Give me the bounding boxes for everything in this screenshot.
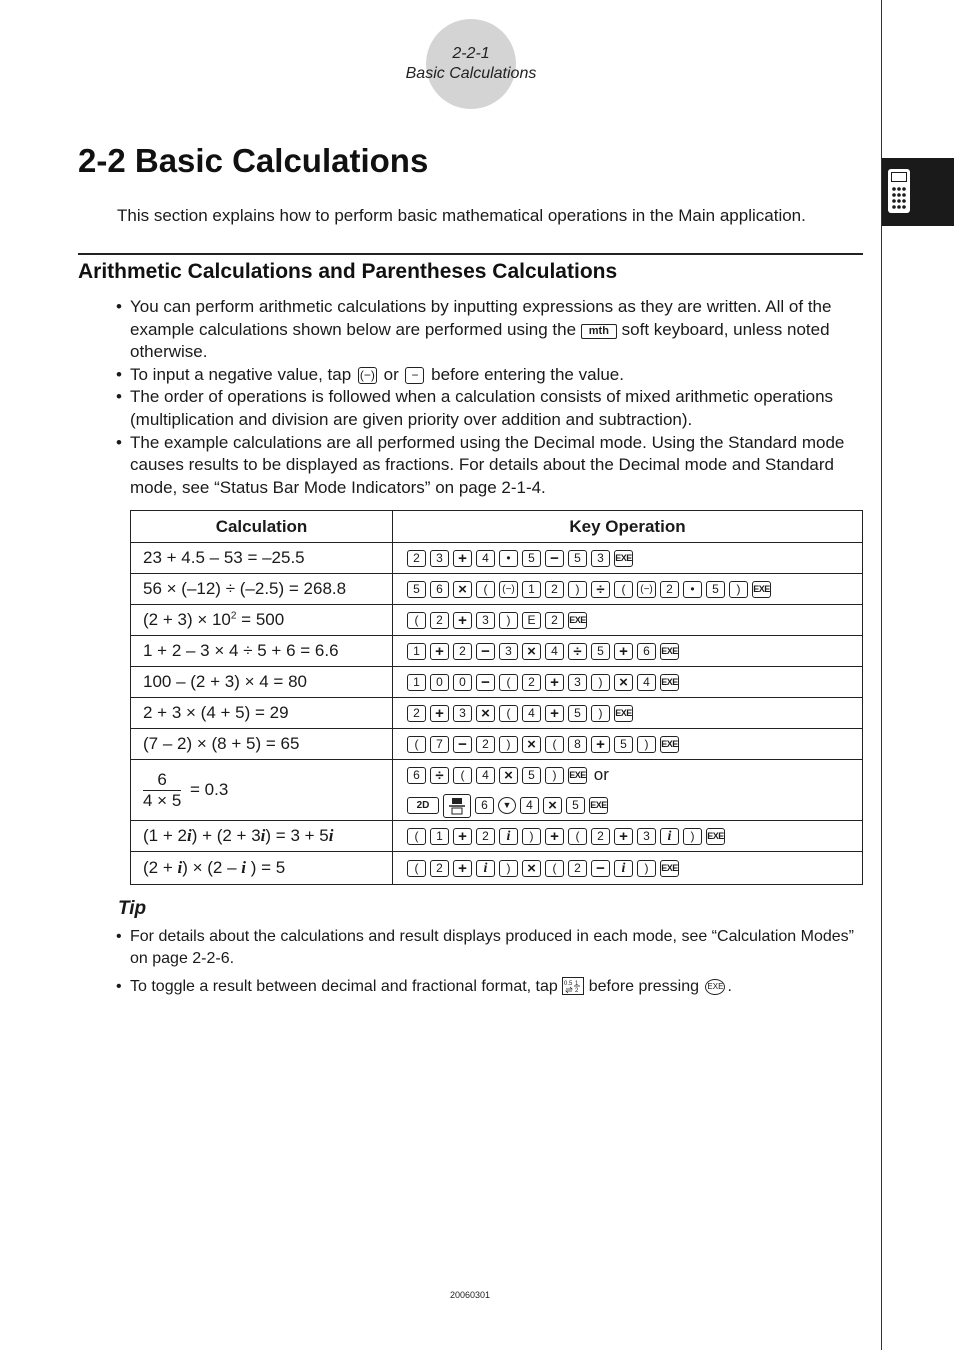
digit-7-key-icon: 7 — [430, 736, 449, 753]
digit-3-key-icon: 3 — [568, 674, 587, 691]
exponent-key-icon: E — [522, 612, 541, 629]
key-cell — [393, 636, 863, 667]
key-cell — [393, 760, 863, 821]
plus-key-icon: + — [453, 860, 472, 877]
mth-key-icon: mth — [581, 324, 617, 339]
key-sequence — [405, 760, 850, 790]
section-title: Arithmetic Calculations and Parentheses Calculations — [78, 260, 618, 283]
table-row — [131, 729, 863, 760]
plus-key-icon: + — [545, 828, 564, 845]
exe-key-icon: EXE — [660, 736, 679, 753]
multiply-key-icon: × — [522, 736, 541, 753]
tip-item: • To toggle a result between decimal and fractional format, tap 0.5 1 2 before pressing EXE . — [116, 976, 866, 998]
digit-6-key-icon: 6 — [475, 797, 494, 814]
exe-key-icon: EXE — [568, 612, 587, 629]
digit-2-key-icon: 2 — [568, 860, 587, 877]
minus-key-icon: − — [405, 367, 424, 384]
exe-key-icon: EXE — [660, 860, 679, 877]
open-paren-key-icon: ( — [499, 705, 518, 722]
plus-key-icon: + — [430, 643, 449, 660]
bullet-item: • To input a negative value, tap (−) or − before entering the value. — [116, 364, 866, 387]
close-paren-key-icon: ) — [591, 705, 610, 722]
digit-2-key-icon: 2 — [430, 612, 449, 629]
digit-2-key-icon: 2 — [545, 581, 564, 598]
table-row — [131, 821, 863, 852]
table-row — [131, 760, 863, 821]
digit-4-key-icon: 4 — [545, 643, 564, 660]
footer-code: 20060301 — [449, 1290, 491, 1300]
exe-key-icon: EXE — [568, 767, 587, 784]
key-sequence — [405, 610, 850, 630]
column-header-key-operation: Key Operation — [393, 511, 863, 543]
open-paren-key-icon: ( — [545, 736, 564, 753]
bullet-item: • The example calculations are all performed using the Decimal mode. Using the Standard mode causes results to be displayed as fractions. For details about the Decimal mode and Standard mode, see “Status Bar Mode Indicators” on page 2-1-4. — [116, 432, 866, 500]
multiply-key-icon: × — [499, 767, 518, 784]
calc-cell: 100 – (2 + 3) × 4 = 80 — [131, 667, 393, 698]
digit-2-key-icon: 2 — [522, 674, 541, 691]
digit-6-key-icon: 6 — [407, 767, 426, 784]
close-paren-key-icon: ) — [522, 828, 541, 845]
tip-item: • For details about the calculations and result displays produced in each mode, see “Calculation Modes” on page 2-2-6. — [116, 926, 866, 969]
digit-3-key-icon: 3 — [476, 612, 495, 629]
key-sequence — [405, 703, 850, 723]
digit-5-key-icon: 5 — [568, 550, 587, 567]
plus-key-icon: + — [453, 550, 472, 567]
digit-5-key-icon: 5 — [522, 767, 541, 784]
negative-key-icon: (−) — [637, 581, 656, 598]
header-title: Basic Calculations — [405, 65, 537, 82]
digit-4-key-icon: 4 — [476, 767, 495, 784]
divide-key-icon: ÷ — [430, 767, 449, 784]
exe-key-icon: EXE — [660, 643, 679, 660]
close-paren-key-icon: ) — [499, 736, 518, 753]
imaginary-key-icon: i — [476, 860, 495, 877]
digit-3-key-icon: 3 — [453, 705, 472, 722]
or-label: or — [593, 765, 609, 784]
intro-text: This section explains how to perform basic mathematical operations in the Main application. — [117, 206, 806, 225]
open-paren-key-icon: ( — [614, 581, 633, 598]
table-row — [131, 852, 863, 885]
key-sequence — [405, 826, 850, 846]
calc-cell: $(2 + 3) \times 10^2 = 500$ — [131, 605, 393, 636]
column-header-calculation: Calculation — [131, 511, 393, 543]
calc-cell: (7 – 2) × (8 + 5) = 65 — [131, 729, 393, 760]
digit-2-key-icon: 2 — [430, 860, 449, 877]
digit-2-key-icon: 2 — [660, 581, 679, 598]
exe-key-icon: EXE — [660, 674, 679, 691]
key-cell — [393, 543, 863, 574]
page-number: 2-2-1 — [452, 45, 490, 62]
minus-key-icon: − — [591, 860, 610, 877]
digit-5-key-icon: 5 — [591, 643, 610, 660]
bullet-item: • The order of operations is followed when a calculation consists of mixed arithmetic operations (multiplication and division are given priority over addition and subtraction). — [116, 386, 866, 431]
open-paren-key-icon: ( — [407, 828, 426, 845]
digit-5-key-icon: 5 — [706, 581, 725, 598]
digit-4-key-icon: 4 — [520, 797, 539, 814]
exe-key-icon: EXE — [752, 581, 771, 598]
minus-key-icon: − — [476, 674, 495, 691]
decimal-point-key-icon: • — [683, 581, 702, 598]
plus-key-icon: + — [545, 705, 564, 722]
open-paren-key-icon: ( — [568, 828, 587, 845]
table-row — [131, 667, 863, 698]
digit-3-key-icon: 3 — [499, 643, 518, 660]
exe-key-icon: EXE — [706, 828, 725, 845]
table-row — [131, 605, 863, 636]
key-sequence — [405, 548, 850, 568]
open-paren-key-icon: ( — [499, 674, 518, 691]
svg-text:0.5: 0.5 — [564, 981, 573, 987]
digit-0-key-icon: 0 — [453, 674, 472, 691]
svg-text:1: 1 — [575, 981, 579, 987]
digit-4-key-icon: 4 — [637, 674, 656, 691]
key-cell — [393, 821, 863, 852]
fraction: $\frac{6}{4 \times 5}$ — [143, 769, 182, 810]
section-divider — [78, 253, 863, 255]
bullet-list — [116, 296, 866, 499]
negative-key-icon: (−) — [499, 581, 518, 598]
table-row — [131, 543, 863, 574]
tip-list — [116, 926, 866, 1005]
plus-key-icon: + — [591, 736, 610, 753]
calc-cell: 56 × (–12) ÷ (–2.5) = 268.8 — [131, 574, 393, 605]
digit-5-key-icon: 5 — [566, 797, 585, 814]
digit-5-key-icon: 5 — [522, 550, 541, 567]
close-paren-key-icon: ) — [591, 674, 610, 691]
key-cell — [393, 667, 863, 698]
divide-key-icon: ÷ — [568, 643, 587, 660]
open-paren-key-icon: ( — [407, 736, 426, 753]
key-cell — [393, 852, 863, 885]
calculation-table — [130, 510, 863, 885]
calc-cell: 23 + 4.5 – 53 = –25.5 — [131, 543, 393, 574]
imaginary-key-icon: i — [614, 860, 633, 877]
header-circle — [426, 19, 516, 109]
minus-key-icon: − — [476, 643, 495, 660]
exe-key-icon: EXE — [614, 550, 633, 567]
digit-1-key-icon: 1 — [407, 674, 426, 691]
calc-cell: (2 + i) × (2 – i ) = 5 — [131, 852, 393, 885]
plus-key-icon: + — [430, 705, 449, 722]
key-sequence — [405, 790, 850, 820]
digit-2-key-icon: 2 — [407, 705, 426, 722]
digit-8-key-icon: 8 — [568, 736, 587, 753]
digit-1-key-icon: 1 — [407, 643, 426, 660]
minus-key-icon: − — [453, 736, 472, 753]
close-paren-key-icon: ) — [729, 581, 748, 598]
digit-2-key-icon: 2 — [407, 550, 426, 567]
digit-2-key-icon: 2 — [476, 736, 495, 753]
key-cell — [393, 729, 863, 760]
bullet-item: • You can perform arithmetic calculations by inputting expressions as they are written. All of the example calculations shown below are performed using the mth soft keyboard, unless noted otherwise. — [116, 296, 866, 364]
2d-keyboard-key-icon: 2D — [407, 797, 439, 814]
tip-label: Tip — [118, 898, 147, 919]
close-paren-key-icon: ) — [568, 581, 587, 598]
plus-key-icon: + — [545, 674, 564, 691]
digit-6-key-icon: 6 — [637, 643, 656, 660]
digit-6-key-icon: 6 — [430, 581, 449, 598]
key-sequence — [405, 579, 850, 599]
digit-3-key-icon: 3 — [637, 828, 656, 845]
table-row — [131, 636, 863, 667]
open-paren-key-icon: ( — [545, 860, 564, 877]
close-paren-key-icon: ) — [499, 612, 518, 629]
digit-2-key-icon: 2 — [545, 612, 564, 629]
close-paren-key-icon: ) — [499, 860, 518, 877]
svg-text:2: 2 — [575, 988, 579, 994]
digit-2-key-icon: 2 — [453, 643, 472, 660]
open-paren-key-icon: ( — [453, 767, 472, 784]
close-paren-key-icon: ) — [637, 860, 656, 877]
divide-key-icon: ÷ — [591, 581, 610, 598]
digit-0-key-icon: 0 — [430, 674, 449, 691]
key-sequence — [405, 734, 850, 754]
negative-key-icon: (−) — [359, 367, 375, 382]
chapter-title: 2-2 Basic Calculations — [78, 142, 429, 179]
key-cell — [393, 698, 863, 729]
digit-3-key-icon: 3 — [591, 550, 610, 567]
digit-1-key-icon: 1 — [430, 828, 449, 845]
digit-5-key-icon: 5 — [614, 736, 633, 753]
calc-cell: (1 + 2i) + (2 + 3i) = 3 + 5i — [131, 821, 393, 852]
exponent: 2 — [230, 610, 237, 622]
close-paren-key-icon: ) — [637, 736, 656, 753]
close-paren-key-icon: ) — [683, 828, 702, 845]
digit-5-key-icon: 5 — [407, 581, 426, 598]
plus-key-icon: + — [453, 828, 472, 845]
digit-5-key-icon: 5 — [568, 705, 587, 722]
multiply-key-icon: × — [614, 674, 633, 691]
exe-key-icon: EXE — [589, 797, 608, 814]
plus-key-icon: + — [614, 828, 633, 845]
exe-key-icon: EXE — [614, 705, 633, 722]
open-paren-key-icon: ( — [476, 581, 495, 598]
digit-3-key-icon: 3 — [430, 550, 449, 567]
calc-cell: $\frac{6}{4 \times 5}$ = 0.3 — [131, 760, 393, 821]
calc-cell: 2 + 3 × (4 + 5) = 29 — [131, 698, 393, 729]
open-paren-key-icon: ( — [407, 860, 426, 877]
imaginary-key-icon: i — [660, 828, 679, 845]
multiply-key-icon: × — [522, 860, 541, 877]
key-cell — [393, 574, 863, 605]
chapter-side-tab — [882, 158, 954, 226]
minus-key-icon: − — [545, 550, 564, 567]
fraction-template-key-icon — [443, 794, 471, 818]
decimal-point-key-icon: • — [499, 550, 518, 567]
exe-round-icon: EXE — [705, 979, 725, 995]
key-sequence — [405, 858, 850, 878]
table-row — [131, 574, 863, 605]
digit-2-key-icon: 2 — [591, 828, 610, 845]
key-sequence — [405, 641, 850, 661]
table-row — [131, 698, 863, 729]
plus-key-icon: + — [453, 612, 472, 629]
down-arrow-key-icon: ▼ — [498, 797, 516, 814]
digit-1-key-icon: 1 — [522, 581, 541, 598]
multiply-key-icon: × — [522, 643, 541, 660]
plus-key-icon: + — [614, 643, 633, 660]
close-paren-key-icon: ) — [545, 767, 564, 784]
digit-4-key-icon: 4 — [522, 705, 541, 722]
multiply-key-icon: × — [476, 705, 495, 722]
decimal-fraction-toggle-icon — [562, 977, 584, 995]
imaginary-key-icon: i — [499, 828, 518, 845]
multiply-key-icon: × — [543, 797, 562, 814]
calc-cell: 1 + 2 – 3 × 4 ÷ 5 + 6 = 6.6 — [131, 636, 393, 667]
key-sequence — [405, 672, 850, 692]
multiply-key-icon: × — [453, 581, 472, 598]
key-cell — [393, 605, 863, 636]
calculator-icon — [887, 168, 911, 214]
digit-4-key-icon: 4 — [476, 550, 495, 567]
digit-2-key-icon: 2 — [476, 828, 495, 845]
open-paren-key-icon: ( — [407, 612, 426, 629]
